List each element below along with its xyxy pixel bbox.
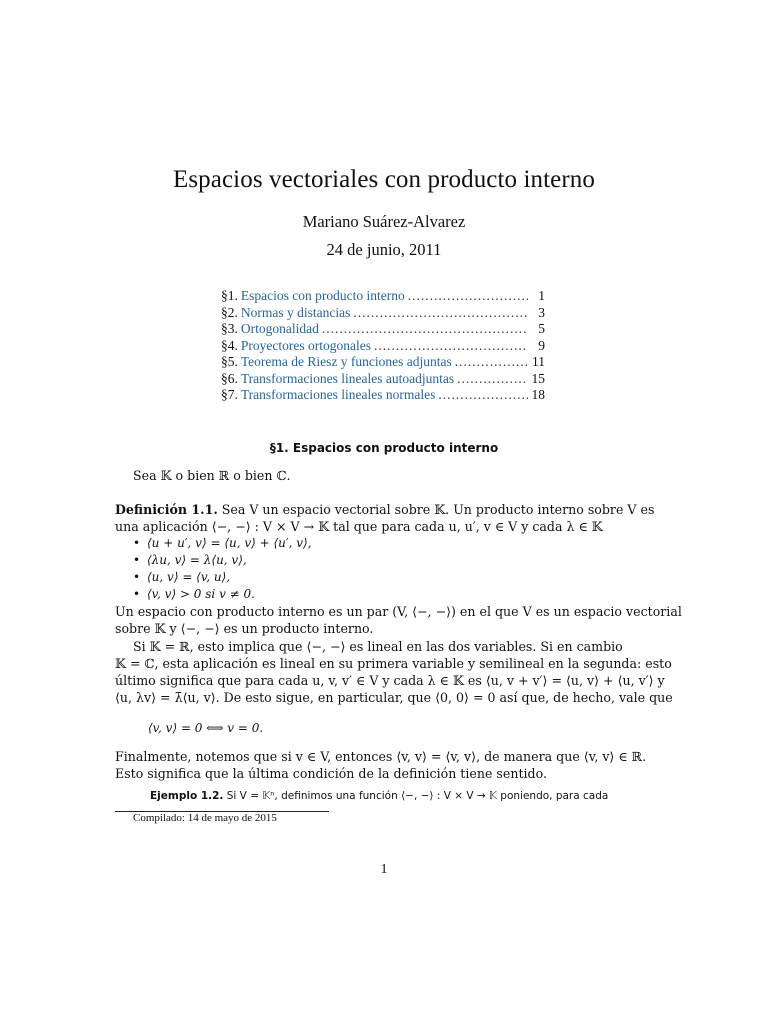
- display-equation: ⟨v, v⟩ = 0 ⟺ v = 0.: [148, 721, 264, 735]
- definition-axioms: [115, 535, 653, 603]
- definition-block: [115, 501, 682, 637]
- toc-link[interactable]: Transformaciones lineales normales: [240, 387, 436, 402]
- toc-section-number: §7.: [221, 387, 238, 402]
- document-date: 24 de junio, 2011: [326, 240, 442, 259]
- axiom-item: • ⟨v, v⟩ > 0 si v ≠ 0.: [115, 586, 653, 603]
- toc-section-number: §3.: [221, 321, 238, 336]
- toc-leader-dots: [455, 354, 528, 370]
- paragraph-line: 𝕂 = ℂ, esta aplicación es lineal en su primera variable y semilineal en la segunda: esto: [115, 656, 672, 671]
- toc-entry[interactable]: [221, 338, 545, 355]
- paragraph-linearity: [115, 638, 673, 706]
- toc-link[interactable]: Teorema de Riesz y funciones adjuntas: [240, 354, 452, 369]
- toc-page-number: 18: [531, 387, 545, 402]
- section-heading: §1. Espacios con producto interno: [269, 441, 499, 455]
- definition-line: una aplicación ⟨−, −⟩ : V × V → 𝕂 tal que para cada u, u′, v ∈ V y cada λ ∈ 𝕂: [115, 519, 603, 534]
- footnote: Compilado: 14 de mayo de 2015: [133, 812, 277, 824]
- toc-link[interactable]: Proyectores ortogonales: [240, 337, 371, 353]
- toc-leader-dots: [408, 288, 528, 304]
- toc-leader-dots: [438, 387, 528, 403]
- axiom-item: • ⟨u + u′, v⟩ = ⟨u, v⟩ + ⟨u′, v⟩,: [115, 535, 653, 552]
- toc-entry[interactable]: [221, 354, 545, 371]
- toc-entry[interactable]: [221, 371, 545, 388]
- paragraph-finally: [115, 748, 653, 782]
- toc-leader-dots: [457, 371, 528, 387]
- toc-leader-dots: [322, 321, 528, 337]
- intro-paragraph: Sea 𝕂 o bien ℝ o bien ℂ.: [133, 468, 291, 483]
- toc-leader-dots: [374, 338, 528, 354]
- toc-section-number: §4.: [221, 337, 238, 353]
- toc-entry[interactable]: [221, 321, 545, 338]
- definition-label: Definición 1.1.: [115, 502, 218, 517]
- page-number: 1: [380, 862, 388, 877]
- example-text: Si V = 𝕂ⁿ, definimos una función ⟨−, −⟩ : V × V → 𝕂 poniendo, para cada: [226, 790, 609, 802]
- toc-page-number: 1: [538, 288, 545, 303]
- toc-entry[interactable]: [221, 387, 545, 404]
- paragraph-line: último significa que para cada u, v, v′ ∈ V y cada λ ∈ 𝕂 es ⟨u, v + v′⟩ = ⟨u, v⟩ + ⟨u, v′⟩ y: [115, 673, 665, 688]
- toc-page-number: 9: [538, 337, 545, 353]
- definition-text: Sea V un espacio vectorial sobre 𝕂. Un producto interno sobre V es: [221, 502, 655, 517]
- toc-link[interactable]: Normas y distancias: [240, 304, 351, 320]
- definition-line: [115, 501, 653, 518]
- toc-leader-dots: [353, 305, 528, 321]
- toc-page-number: 5: [538, 321, 545, 336]
- axiom-item: • ⟨u, v⟩ = ⟨v, u⟩,: [115, 569, 653, 586]
- document-title: Espacios vectoriales con producto interno: [172, 166, 596, 193]
- toc-page-number: 3: [538, 304, 545, 320]
- paragraph-line: Esto significa que la última condición de la definición tiene sentido.: [115, 766, 547, 781]
- toc-page-number: 15: [531, 370, 545, 386]
- paragraph-line: Finalmente, notemos que si v ∈ V, entonces ⟨v, v⟩ = ⟨v, v⟩, de manera que ⟨v, v⟩ ∈ ℝ.: [115, 749, 647, 764]
- axiom-item: • ⟨λu, v⟩ = λ⟨u, v⟩,: [115, 552, 653, 569]
- example-block: [150, 790, 653, 802]
- toc-section-number: §1.: [221, 288, 238, 303]
- toc-section-number: §6.: [221, 370, 238, 386]
- toc-link[interactable]: Ortogonalidad: [240, 321, 319, 336]
- toc-page-number: 11: [532, 354, 545, 369]
- paragraph-line: Si 𝕂 = ℝ, esto implica que ⟨−, −⟩ es lineal en las dos variables. Si en cambio: [133, 639, 623, 654]
- toc-section-number: §2.: [221, 304, 238, 320]
- toc-entry[interactable]: [221, 288, 545, 305]
- toc-section-number: §5.: [221, 354, 238, 369]
- toc-link[interactable]: Espacios con producto interno: [240, 288, 405, 303]
- toc-link[interactable]: Transformaciones lineales autoadjuntas: [240, 370, 455, 386]
- definition-line: sobre 𝕂 y ⟨−, −⟩ es un producto interno.: [115, 621, 374, 636]
- definition-line: Un espacio con producto interno es un par (V, ⟨−, −⟩) en el que V es un espacio vectorial: [115, 604, 682, 619]
- paragraph-line: ⟨u, λv⟩ = λ̄⟨u, v⟩. De esto sigue, en particular, que ⟨0, 0⟩ = 0 así que, de hecho, vale que: [115, 690, 673, 705]
- toc-entry[interactable]: [221, 305, 545, 322]
- document-author: Mariano Suárez-Alvarez: [302, 212, 466, 231]
- example-label: Ejemplo 1.2.: [150, 790, 224, 802]
- table-of-contents: [221, 288, 545, 404]
